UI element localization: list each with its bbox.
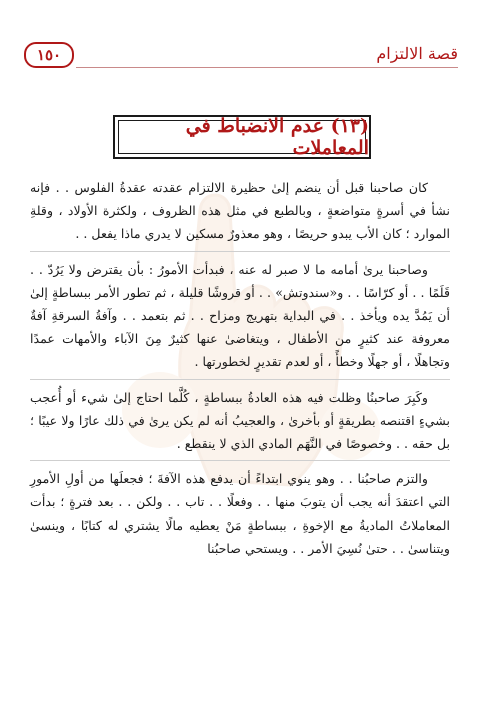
paragraph-divider	[30, 379, 450, 380]
paragraph-divider	[30, 251, 450, 252]
page-number: ١٥٠	[24, 42, 74, 68]
paragraph-4: والتزم صاحبُنا . . وهو ينوي ابتداءً أن يدفع هذه الآفةَ ؛ فجعلَها من أولِ الأمورِ التي اعتقدَ أنه يجب أن يتوبَ منها . . وفعلًا . . تاب . . ولكن . . بعد فترةٍ ؛ بدأت المعاملاتُ الماديةُ مع الإخوةِ ، ببساطةٍ مَنْ يعطيه مالًا يشتري له كتابًا ، وينسىٰ ويتناسىٰ . . حتىٰ نُسِيَ الأمر . . ويستحي صاحبُنا	[30, 471, 450, 556]
running-title: قصة الالتزام	[376, 44, 458, 63]
header-divider	[76, 67, 458, 68]
chapter-title: (١٣) عدم الانضباط في المعاملات	[185, 115, 369, 159]
body-text	[30, 176, 450, 560]
paragraph-3: وكَبِرَ صاحبنُا وظلت فيه هذه العادةُ ببساطةٍ ، كُلَّما احتاج إلىٰ شيء أو أُعجب بشيءٍ اقتنصه بطريقةٍ أو بأخرىٰ ، والعجيبُ أنه لم يكن يرىٰ في ذلك عارًا ولا عيبًا ؛ بل حقه . . وخصوصًا في النَّهَم المادي الذي لا ينقطع .	[30, 389, 450, 452]
paragraph-1: كان صاحبنا قبل أن ينضم إلىٰ حظيرة الالتزام عقدته عقدةُ الفلوس . . فإنه نشأ في أسرةٍ متواضعةٍ ، وبالطبع في مثل هذه الظروف ، ولكثرة الأولاد ، وقلةِ الموارد ؛ كان الأب يبدو حريصًا ، وهو معذورٌ مسكين لا يدري ماذا يفعل . .	[30, 180, 450, 242]
paragraph-divider	[30, 460, 450, 461]
page-header	[24, 42, 458, 72]
paragraph-2: وصاحبنا يرىٰ أمامه ما لا صبر له عنه ، فبدأت الأمورُ : بأن يقترض ولا يَرُدّ . . قَلَمًا . . أو كرّاسًا . . و«سندوتش» . . أو قروشًا قليلة ، ثم تطور الأمر ببساطةٍ إلىٰ أن يَمُدَّ يده ويأخذ . . في البداية بتهريج ومزاح . . ثم بتعمد . . وآفةُ السرقةِ آفةٌ معروفة عند كثيرٍ من الأطفال ، ويتغاضىٰ عنها كثيرٌ مِنَ الآباء والأمهات عمدًا وتجاهلًا ، أو جهلًا وخطأً ، أو لعدم تقديرٍ لخطورتها .	[30, 261, 450, 370]
chapter-title-box	[113, 115, 371, 159]
